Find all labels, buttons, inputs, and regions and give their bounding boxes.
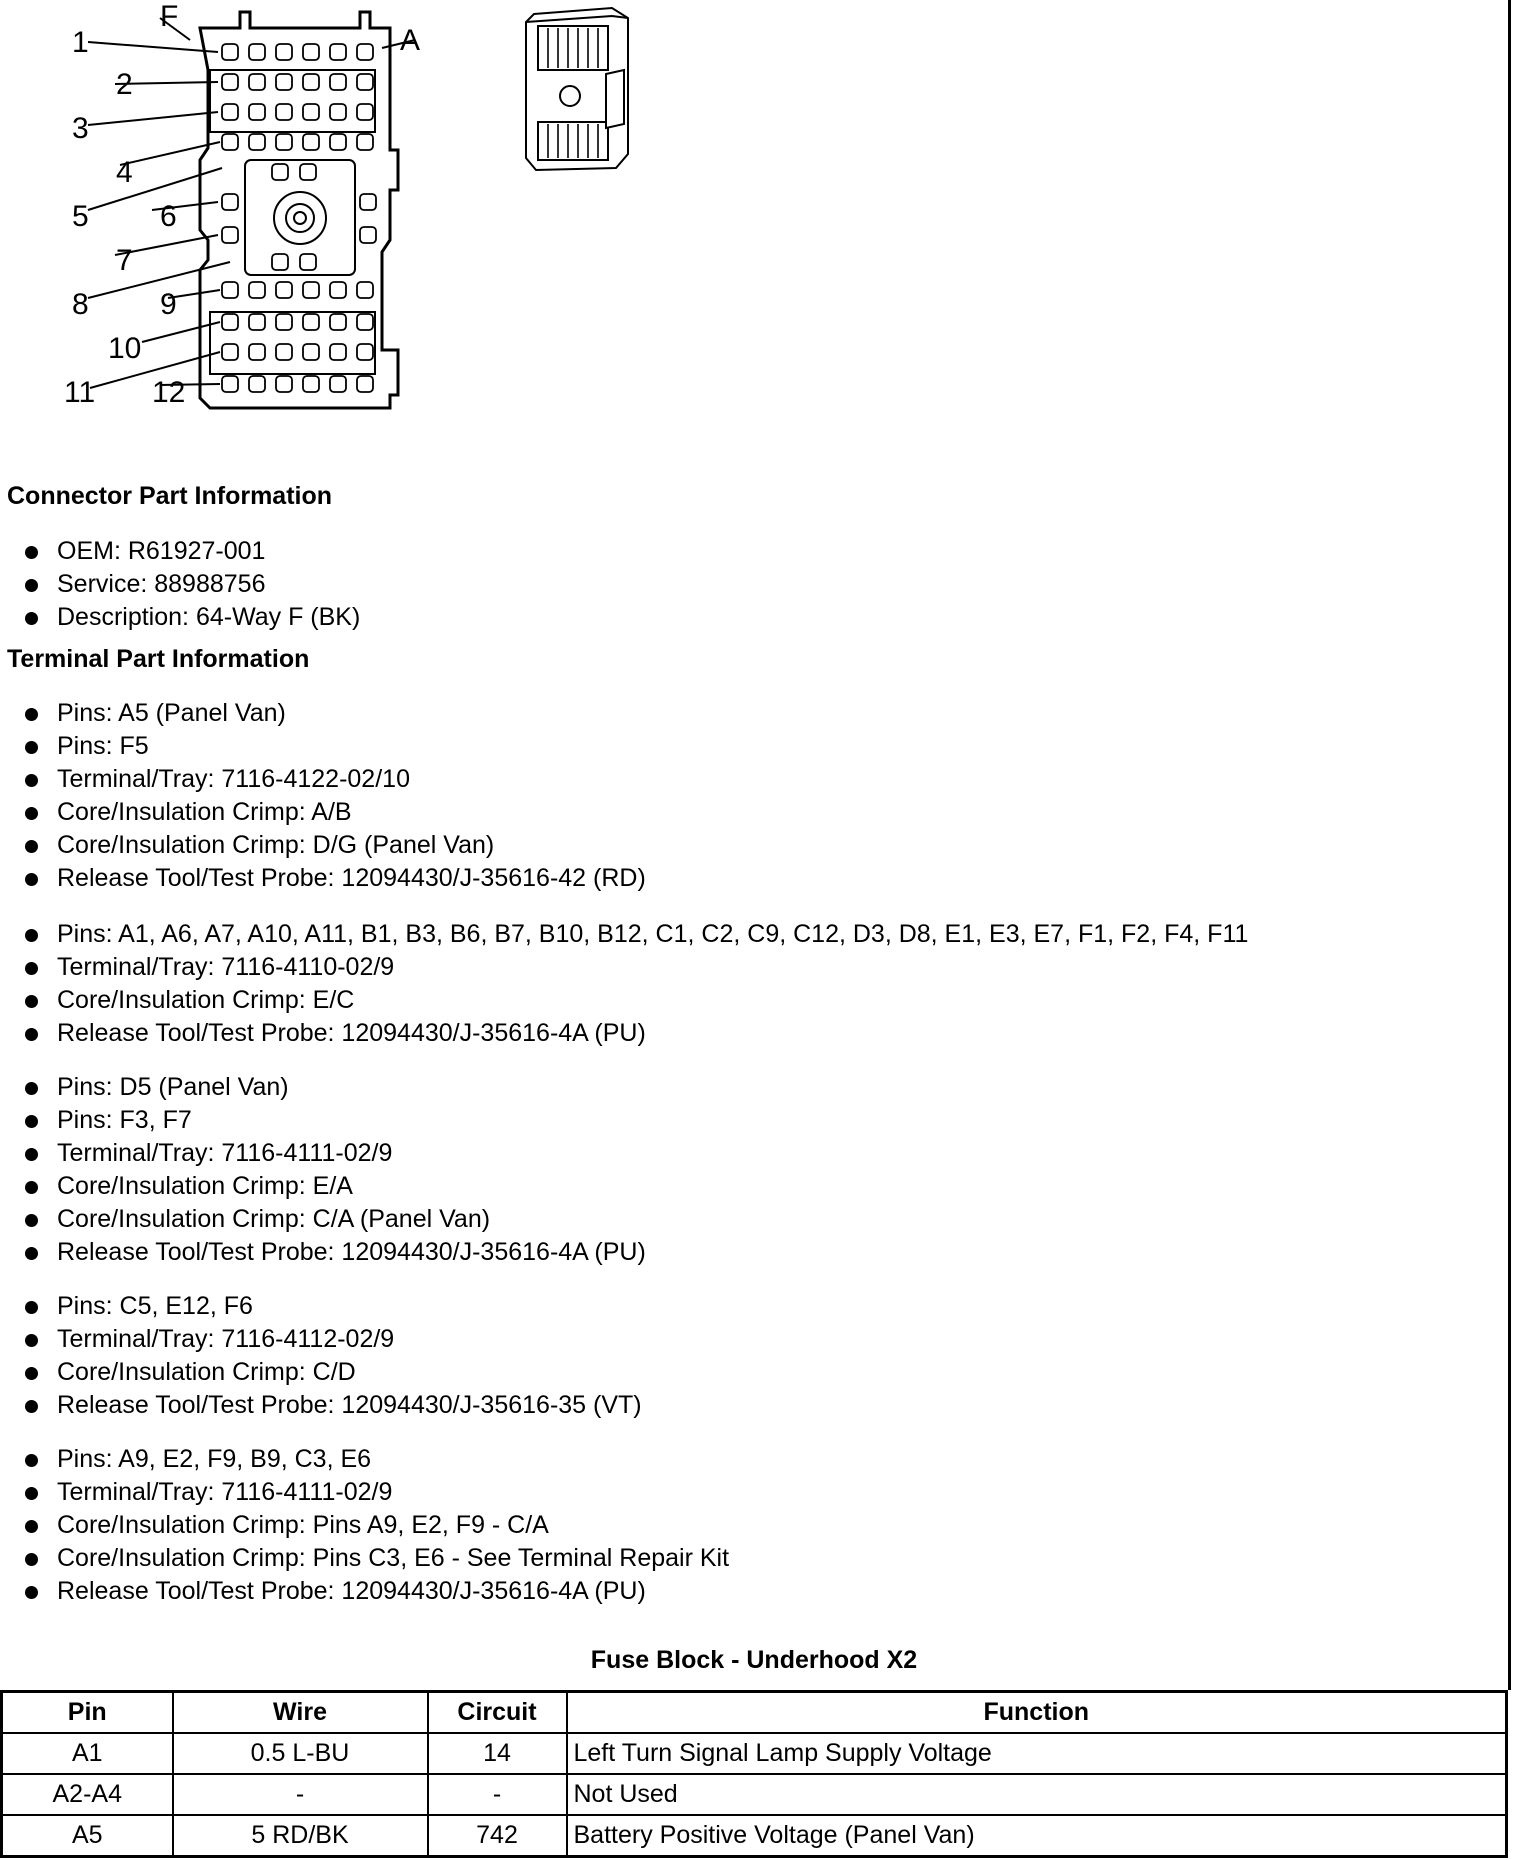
list-item: Service: 88988756 xyxy=(0,568,360,601)
pin-cavity xyxy=(276,314,292,330)
list-item: Terminal/Tray: 7116-4112-02/9 xyxy=(0,1323,642,1356)
callout-5: 5 xyxy=(72,200,89,233)
pin-cavity xyxy=(249,134,265,150)
pin-cavity xyxy=(249,344,265,360)
pin-cavity xyxy=(357,282,373,298)
list-item: Core/Insulation Crimp: C/D xyxy=(0,1356,642,1389)
callout-9: 9 xyxy=(160,288,177,321)
connector-part-info-heading: Connector Part Information xyxy=(7,482,333,510)
pin-cavity xyxy=(222,344,238,360)
pin-cavity xyxy=(357,376,373,392)
pin-cavity xyxy=(303,282,319,298)
list-item: Core/Insulation Crimp: E/C xyxy=(0,984,1248,1017)
pin-cavity xyxy=(357,104,373,120)
header-pin: Pin xyxy=(2,1692,173,1734)
list-item: Release Tool/Test Probe: 12094430/J-35616-4A (PU) xyxy=(0,1017,1248,1050)
terminal-group-1 xyxy=(0,697,646,895)
list-item: Pins: F5 xyxy=(0,730,646,763)
pin-cavity xyxy=(330,134,346,150)
cell-wire: 0.5 L-BU xyxy=(173,1733,428,1774)
pin-cavity xyxy=(222,227,238,243)
list-item: Release Tool/Test Probe: 12094430/J-35616-4A (PU) xyxy=(0,1575,729,1608)
pin-cavity xyxy=(249,314,265,330)
pin-cavity xyxy=(249,74,265,90)
pin-cavity xyxy=(330,74,346,90)
pin-cavity xyxy=(303,134,319,150)
table-row xyxy=(2,1774,1507,1815)
list-item: Terminal/Tray: 7116-4111-02/9 xyxy=(0,1476,729,1509)
pin-cavity xyxy=(303,376,319,392)
pin-cavity xyxy=(330,344,346,360)
table-header-row xyxy=(2,1692,1507,1734)
cell-wire: - xyxy=(173,1774,428,1815)
pin-cavity xyxy=(272,164,288,180)
callout-letter-a: A xyxy=(399,24,420,57)
connector-part-info-list xyxy=(0,535,360,634)
pin-cavity xyxy=(330,44,346,60)
callout-12: 12 xyxy=(152,376,186,409)
callout-8: 8 xyxy=(72,288,89,321)
terminal-group-2 xyxy=(0,918,1248,1050)
pin-cavity xyxy=(222,104,238,120)
cell-function: Battery Positive Voltage (Panel Van) xyxy=(567,1815,1507,1857)
callout-6: 6 xyxy=(160,200,177,233)
pin-cavity xyxy=(222,282,238,298)
list-item: Release Tool/Test Probe: 12094430/J-35616-42 (RD) xyxy=(0,862,646,895)
cell-pin: A5 xyxy=(2,1815,173,1857)
pin-cavity xyxy=(357,344,373,360)
pin-cavity xyxy=(272,254,288,270)
pin-cavity xyxy=(303,74,319,90)
pin-cavity xyxy=(222,134,238,150)
pin-cavity xyxy=(303,44,319,60)
callout-4: 4 xyxy=(116,156,133,189)
pin-cavity xyxy=(357,314,373,330)
list-item: Core/Insulation Crimp: E/A xyxy=(0,1170,646,1203)
pin-cavity xyxy=(360,194,376,210)
list-item: Release Tool/Test Probe: 12094430/J-35616-4A (PU) xyxy=(0,1236,646,1269)
pin-cavity xyxy=(222,44,238,60)
callout-10: 10 xyxy=(108,332,142,365)
list-item: Core/Insulation Crimp: Pins A9, E2, F9 - C/A xyxy=(0,1509,729,1542)
cell-wire: 5 RD/BK xyxy=(173,1815,428,1857)
pin-cavity xyxy=(357,74,373,90)
connector-thumbnail xyxy=(520,4,640,172)
pin-cavity xyxy=(330,104,346,120)
callout-letter-f: F xyxy=(160,0,179,33)
pin-cavity xyxy=(222,74,238,90)
pin-cavity xyxy=(360,227,376,243)
callout-3: 3 xyxy=(72,112,89,145)
pin-cavity xyxy=(276,282,292,298)
pin-cavity xyxy=(276,74,292,90)
list-item: Release Tool/Test Probe: 12094430/J-35616-35 (VT) xyxy=(0,1389,642,1422)
pin-cavity xyxy=(276,376,292,392)
connector-face-diagram xyxy=(60,0,420,420)
callout-1: 1 xyxy=(72,26,89,59)
pin-cavity xyxy=(249,376,265,392)
pin-cavity xyxy=(249,282,265,298)
pin-cavity xyxy=(249,104,265,120)
list-item: Pins: A9, E2, F9, B9, C3, E6 xyxy=(0,1443,729,1476)
pin-cavity xyxy=(303,104,319,120)
pin-cavity xyxy=(249,44,265,60)
terminal-group-5 xyxy=(0,1443,729,1608)
list-item: Core/Insulation Crimp: D/G (Panel Van) xyxy=(0,829,646,862)
pin-cavity xyxy=(222,376,238,392)
terminal-group-4 xyxy=(0,1290,642,1422)
pin-cavity xyxy=(330,376,346,392)
pin-cavity xyxy=(357,134,373,150)
terminal-part-info-heading: Terminal Part Information xyxy=(7,645,310,673)
pin-cavity xyxy=(222,314,238,330)
header-circuit: Circuit xyxy=(428,1692,567,1734)
pin-cavity xyxy=(222,194,238,210)
table-row xyxy=(2,1733,1507,1774)
list-item: Description: 64-Way F (BK) xyxy=(0,601,360,634)
table-title: Fuse Block - Underhood X2 xyxy=(590,1646,918,1674)
cell-pin: A2-A4 xyxy=(2,1774,173,1815)
callout-2: 2 xyxy=(116,68,133,101)
header-function: Function xyxy=(567,1692,1507,1734)
list-item: Core/Insulation Crimp: Pins C3, E6 - See Terminal Repair Kit xyxy=(0,1542,729,1575)
pin-cavity xyxy=(276,134,292,150)
list-item: Core/Insulation Crimp: C/A (Panel Van) xyxy=(0,1203,646,1236)
cell-circuit: 742 xyxy=(428,1815,567,1857)
pin-cavity xyxy=(303,314,319,330)
pin-cavity xyxy=(300,164,316,180)
pin-cavity xyxy=(276,344,292,360)
terminal-group-3 xyxy=(0,1071,646,1269)
page-right-rule xyxy=(1508,0,1511,1690)
pinout-table xyxy=(0,1690,1508,1858)
list-item: Pins: A1, A6, A7, A10, A11, B1, B3, B6, B7, B10, B12, C1, C2, C9, C12, D3, D8, E1, E3, E7, F1, F2, F4, F11 xyxy=(0,918,1248,951)
pin-cavity xyxy=(330,314,346,330)
table-row xyxy=(2,1815,1507,1857)
list-item: Terminal/Tray: 7116-4122-02/10 xyxy=(0,763,646,796)
cell-function: Left Turn Signal Lamp Supply Voltage xyxy=(567,1733,1507,1774)
pin-cavity xyxy=(300,254,316,270)
list-item: Terminal/Tray: 7116-4111-02/9 xyxy=(0,1137,646,1170)
callout-7: 7 xyxy=(116,244,133,277)
header-wire: Wire xyxy=(173,1692,428,1734)
list-item: OEM: R61927-001 xyxy=(0,535,360,568)
pin-cavity xyxy=(330,282,346,298)
list-item: Core/Insulation Crimp: A/B xyxy=(0,796,646,829)
list-item: Pins: A5 (Panel Van) xyxy=(0,697,646,730)
callout-11: 11 xyxy=(64,376,96,409)
pin-cavity xyxy=(276,44,292,60)
cell-pin: A1 xyxy=(2,1733,173,1774)
pin-cavity xyxy=(357,44,373,60)
cell-circuit: - xyxy=(428,1774,567,1815)
pin-cavity xyxy=(276,104,292,120)
cell-function: Not Used xyxy=(567,1774,1507,1815)
list-item: Pins: F3, F7 xyxy=(0,1104,646,1137)
list-item: Pins: C5, E12, F6 xyxy=(0,1290,642,1323)
list-item: Pins: D5 (Panel Van) xyxy=(0,1071,646,1104)
pin-cavity xyxy=(303,344,319,360)
cell-circuit: 14 xyxy=(428,1733,567,1774)
list-item: Terminal/Tray: 7116-4110-02/9 xyxy=(0,951,1248,984)
